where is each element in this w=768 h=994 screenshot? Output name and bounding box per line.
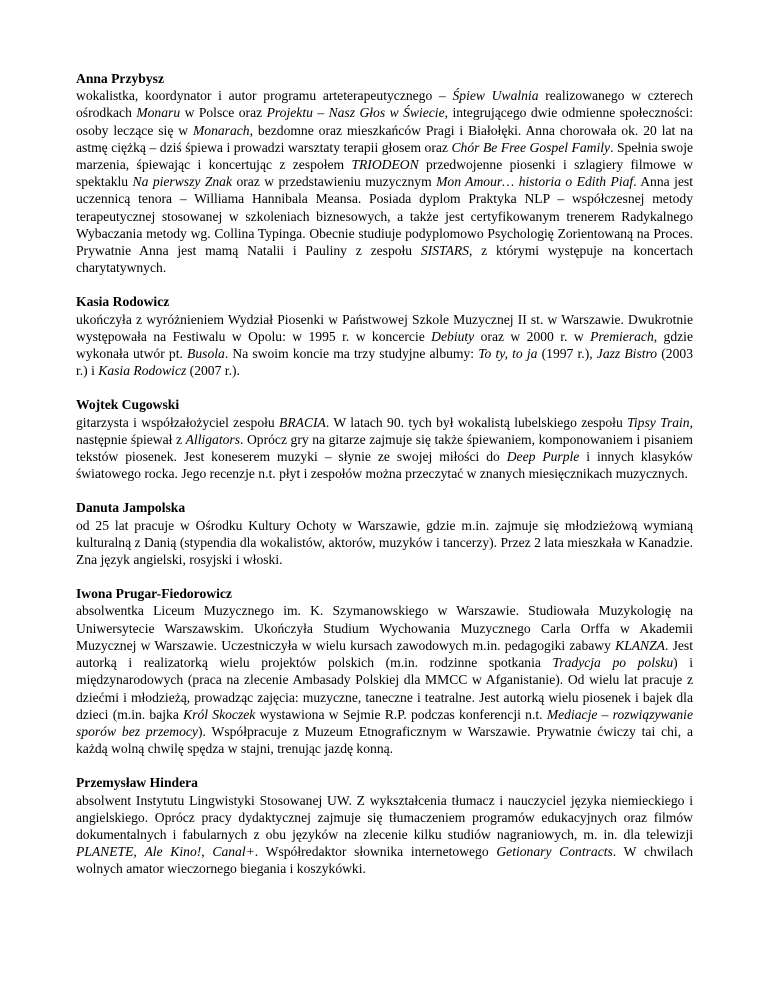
text-run: i innych klasyków światowego rocka. Jego recenzje n.t. płyt i zespołów można przeczytać w znanych miesięcznikach muzycznych. xyxy=(76,449,693,482)
italic-title: Jazz Bistro xyxy=(596,346,658,362)
italic-title: Busola xyxy=(187,346,225,362)
text-run: . W chwilach wolnych amator wieczornego biegania i koszykówki. xyxy=(76,844,693,877)
bio-text xyxy=(76,414,693,483)
text-run: , integrującego dwie odmienne społeczności: osoby leczące się w xyxy=(76,105,693,138)
text-run: , bezdomne oraz mieszkańców Pragi i Białołęki. Anna chorowała ok. 20 lat na astmę ciężką – dziś śpiewa i prowadzi warsztaty terapii głosem oraz xyxy=(76,122,694,155)
text-run: od 25 lat pracuje w Ośrodku Kultury Ochoty w Warszawie, gdzie m.in. zajmuje się młodzieżową wymianą kulturalną z Danią (stypendia dla wokalistów, aktorów, muzyków i tancerzy). Przez 2 lata mieszkała w Kanadzie. Zna język angielski, rosyjski i włoski. xyxy=(76,517,693,568)
text-run: (2007 r.). xyxy=(186,363,240,379)
italic-title: Król Skoczek xyxy=(183,706,256,722)
text-run: oraz w przedstawieniu muzycznym xyxy=(232,174,437,190)
text-run: (1997 r.), xyxy=(537,346,597,362)
bio-text xyxy=(76,517,693,569)
italic-title: Debiuty xyxy=(431,328,475,344)
bio-section xyxy=(76,499,693,568)
bio-name: Danuta Jampolska xyxy=(76,500,186,516)
bio-text xyxy=(76,792,693,878)
bio-section xyxy=(76,774,693,877)
bio-section xyxy=(76,585,693,757)
italic-title: Mediacje – rozwiązywanie sporów bez przemocy xyxy=(76,706,693,739)
bio-name: Iwona Prugar-Fiedorowicz xyxy=(76,586,232,602)
text-run: ). Współpracuje z Muzeum Etnograficznym w Warszawie. Prywatnie ćwiczy tai chi, a każdą wolną chwilę spędza w stajni, trenując jazdę konną. xyxy=(76,723,693,757)
text-run: oraz w 2000 r. w xyxy=(474,328,591,344)
bio-section xyxy=(76,70,693,276)
text-run: . Anna jest uczennicą tenora – Williama Hannibala Meansa. Posiada dyplom Praktyka NLP – współczesnej metody terapeutycznej stosowanej w szkoleniach biznesowych, a także jest certyfikowanym trenerem Radykalnego Wybaczania metody wg. Collina Typinga. Obecnie studiuje podyplomowo Psychologię Zorientowaną na Proces. Prywatnie Anna jest mamą Natalii i Pauliny z zespołu xyxy=(76,174,693,259)
italic-title: Monaru xyxy=(136,105,181,121)
text-run: . Jest autorką i realizatorką wielu projektów polskich (m.in. rodzinne spotkania xyxy=(76,637,694,671)
italic-title: Deep Purple xyxy=(506,449,580,465)
text-run: , z którymi występuje na koncertach charytatywnych. xyxy=(76,243,693,276)
italic-title: Canal+ xyxy=(212,844,255,860)
text-run: realizowanego w czterech ośrodkach xyxy=(76,88,693,121)
text-run: . Spełnia swoje marzenia, śpiewając i koncertując z zespołem xyxy=(76,139,694,173)
bio-name: Anna Przybysz xyxy=(76,71,164,86)
bio-text xyxy=(76,87,693,276)
italic-title: TRIODEON xyxy=(351,157,419,173)
italic-title: PLANETE xyxy=(76,844,134,860)
bio-section xyxy=(76,293,693,379)
text-run: przedwojenne piosenki i szlagiery filmowe w spektaklu xyxy=(76,157,693,190)
italic-title: Monarach xyxy=(192,122,250,138)
text-run: absolwent Instytutu Lingwistyki Stosowanej UW. Z wykształcenia tłumacz i nauczyciel języka niemieckiego i angielskiego. Oprócz pracy dydaktycznej zajmuje się tłumaczeniem programów edukacyjnych oraz filmów dokumentalnych i fabularnych z obu języków na zlecenie kilku studiów nagraniowych, m. in. dla telewizji xyxy=(76,792,693,842)
italic-title: BRACIA xyxy=(279,414,326,430)
italic-title: Mon Amour… historia o Edith Piaf xyxy=(436,174,634,190)
bio-text xyxy=(76,602,693,757)
text-run: gitarzysta i współzałożyciel zespołu xyxy=(76,414,280,430)
italic-title: Getionary Contracts xyxy=(496,844,613,860)
text-run: . Na swoim koncie ma trzy studyjne albumy: xyxy=(224,346,479,362)
text-run: wokalistka, koordynator i autor programu arteterapeutycznego – xyxy=(76,88,453,104)
bio-text xyxy=(76,311,693,380)
text-run: absolwentka Liceum Muzycznego im. K. Szymanowskiego w Warszawie. Studiowała Muzykologię na Uniwersytecie Warszawskim. Ukończyła Studium Wychowania Muzycznego Carla Orffa w Akademii Muzycznej w Warszawie. Uczestniczyła w wielu kursach zawodowych m.in. pedagogiki zabawy xyxy=(76,603,693,653)
document-page xyxy=(76,70,693,895)
italic-title: Śpiew Uwalnia xyxy=(452,88,539,104)
italic-title: Tipsy Train xyxy=(627,414,690,430)
italic-title: Projektu – Nasz Głos w Świecie xyxy=(266,105,445,121)
text-run: ) i międzynarodowych (praca na zlecenie Ambasady Polskiej dla MMCC w Afganistanie). Od wielu lat pracuje z dziećmi i młodzieżą, prowadząc zajęcia: muzyczne, taneczne i teatralne. Jest autorką wielu piosenek i bajek dla dzieci (m.in. bajka xyxy=(76,655,694,722)
italic-title: Na pierwszy Znak xyxy=(132,174,233,190)
text-run: . Współredaktor słownika internetowego xyxy=(254,844,497,860)
text-run: wystawiona w Sejmie R.P. podczas konferencji n.t. xyxy=(255,706,547,722)
italic-title: Kasia Rodowicz xyxy=(98,363,187,379)
italic-title: Alligators xyxy=(185,431,240,447)
text-run: . W latach 90. tych był wokalistą lubelskiego zespołu xyxy=(325,414,628,430)
text-run: , gdzie wykonała utwór pt. xyxy=(76,328,693,362)
italic-title: SISTARS xyxy=(420,243,469,259)
bio-name: Wojtek Cugowski xyxy=(76,397,180,413)
italic-title: Ale Kino! xyxy=(144,844,202,860)
text-run: . Oprócz gry na gitarze zajmuje się także śpiewaniem, komponowaniem i pisaniem tekstów piosenek. Jest koneserem muzyki – słynie ze swojej miłości do xyxy=(76,431,693,465)
italic-title: Tradycja po polsku xyxy=(552,655,674,671)
bio-name: Przemysław Hindera xyxy=(76,775,198,791)
italic-title: Chór Be Free Gospel Family xyxy=(451,139,611,155)
text-run: , xyxy=(201,844,213,860)
text-run: , następnie śpiewał z xyxy=(76,414,694,447)
italic-title: KLANZA xyxy=(615,637,665,653)
bio-section xyxy=(76,396,693,482)
italic-title: To ty, to ja xyxy=(478,346,538,362)
text-run: w Polsce oraz xyxy=(180,105,267,121)
bio-name: Kasia Rodowicz xyxy=(76,294,170,310)
text-run: (2003 r.) i xyxy=(76,346,693,379)
italic-title: Premierach xyxy=(590,328,654,344)
text-run: ukończyła z wyróżnieniem Wydział Piosenki w Państwowej Szkole Muzycznej II st. w Warszawie. Dwukrotnie występowała na Festiwalu w Opolu: w 1995 r. w koncercie xyxy=(76,311,693,344)
text-run: , xyxy=(133,844,145,860)
